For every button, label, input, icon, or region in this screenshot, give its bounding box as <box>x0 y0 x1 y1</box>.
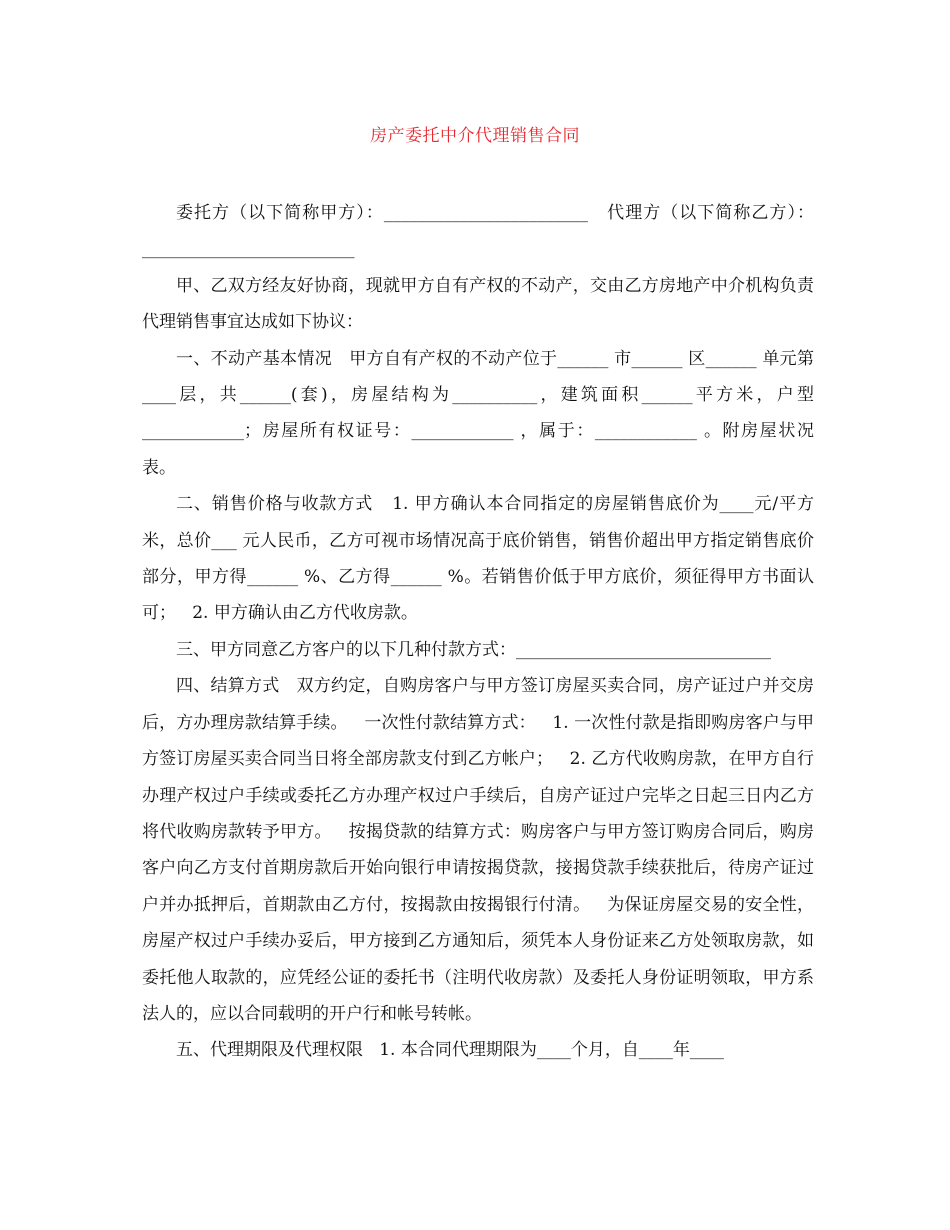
preamble-paragraph: 甲、乙双方经友好协商，现就甲方自有产权的不动产，交由乙方房地产中介机构负责代理销售事宜达成如下协议： <box>142 275 814 333</box>
parties-paragraph: 委托方（以下简称甲方）：________________________ 代理方（以下简称乙方）：_________________________ <box>142 203 814 260</box>
section-3-payment-methods: 三、甲方同意乙方客户的以下几种付款方式：______________________________ <box>176 639 771 660</box>
section-5-agency-term: 五、代理期限及代理权限 1. 本合同代理期限为____个月，自____年____ <box>176 1040 724 1061</box>
document-title: 房产委托中介代理销售合同 <box>370 126 580 146</box>
document-body <box>142 195 820 1069</box>
section-1-property-info: 一、不动产基本情况 甲方自有产权的不动产位于______ 市______ 区______ 单元第____层，共______(套)，房屋结构为__________，建筑面积______平方米，户型 ____________；房屋所有权证号：____________ ，属于：____________ 。附房屋状况表。 <box>142 348 820 478</box>
section-2-price-and-payment: 二、销售价格与收款方式 1. 甲方确认本合同指定的房屋销售底价为____元/平方米，总价___ 元人民币，乙方可视市场情况高于底价销售，销售价超出甲方指定销售底价部分，甲方得______ %、乙方得______ %。若销售价低于甲方底价，须征得甲方书面认可； 2. 甲方确认由乙方代收房款。 <box>142 494 814 624</box>
section-4-settlement: 四、结算方式 双方约定，自购房客户与甲方签订房屋买卖合同，房产证过户并交房后，方办理房款结算手续。 一次性付款结算方式： 1. 一次性付款是指即购房客户与甲方签订房屋买卖合同当日将全部房款支付到乙方帐户； 2. 乙方代收购房款，在甲方自行办理产权过户手续或委托乙方办理产权过户手续后，自房产证过户完毕之日起三日内乙方将代收购房款转予甲方。 按揭贷款的结算方式：购房客户与甲方签订购房合同后，购房客户向乙方支付首期房款后开始向银行申请按揭贷款，接揭贷款手续获批后，待房产证过户并办抵押后，首期款由乙方付，按揭款由按揭银行付清。 为保证房屋交易的安全性，房屋产权过户手续办妥后，甲方接到乙方通知后，须凭本人身份证来乙方处领取房款，如委托他人取款的，应凭经公证的委托书（注明代收房款）及委托人身份证明领取，甲方系法人的，应以合同载明的开户行和帐号转帐。 <box>142 676 814 1024</box>
